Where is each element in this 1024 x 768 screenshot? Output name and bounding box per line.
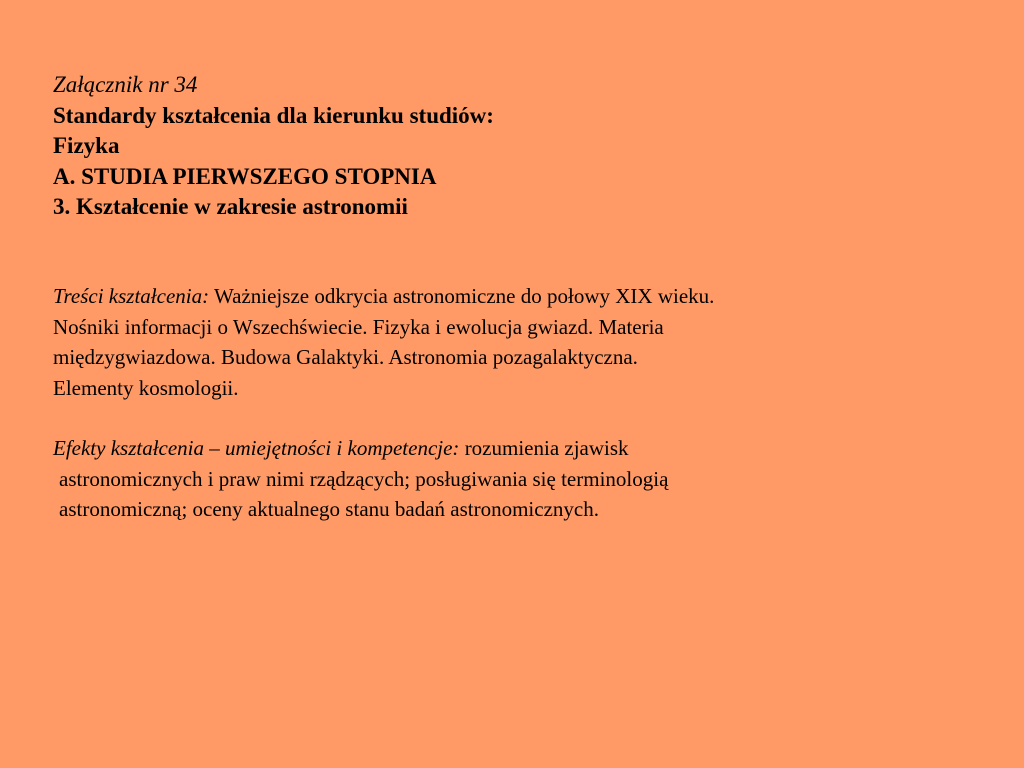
content-text: Ważniejsze odkrycia astronomiczne do połowy XIX wieku. [209, 284, 715, 308]
slide-header [53, 70, 494, 223]
content-label: Treści kształcenia: [53, 284, 210, 308]
content-line: Elementy kosmologii. [53, 375, 239, 400]
standards-title: Standardy kształcenia dla kierunku studiów: [53, 102, 494, 128]
effects-label: Efekty kształcenia – umiejętności i kompetencje: [53, 436, 460, 460]
effects-paragraph [53, 433, 668, 525]
effects-line: astronomiczną; oceny aktualnego stanu badań astronomicznych. [59, 497, 599, 521]
field-of-study: Fizyka [53, 133, 120, 158]
content-paragraph [53, 281, 714, 403]
section-title: 3. Kształcenie w zakresie astronomii [53, 194, 408, 219]
content-line: międzygwiazdowa. Budowa Galaktyki. Astronomia pozagalaktyczna. [53, 345, 638, 369]
content-line [53, 281, 714, 312]
annex-number: Załącznik nr 34 [53, 72, 198, 97]
content-line: Nośniki informacji o Wszechświecie. Fizyka i ewolucja gwiazd. Materia [53, 314, 664, 339]
effects-text: rozumienia zjawisk [459, 436, 629, 460]
effects-line [53, 433, 668, 464]
effects-line: astronomicznych i praw nimi rządzących; posługiwania się terminologią [59, 466, 669, 491]
study-level: A. STUDIA PIERWSZEGO STOPNIA [53, 163, 437, 189]
